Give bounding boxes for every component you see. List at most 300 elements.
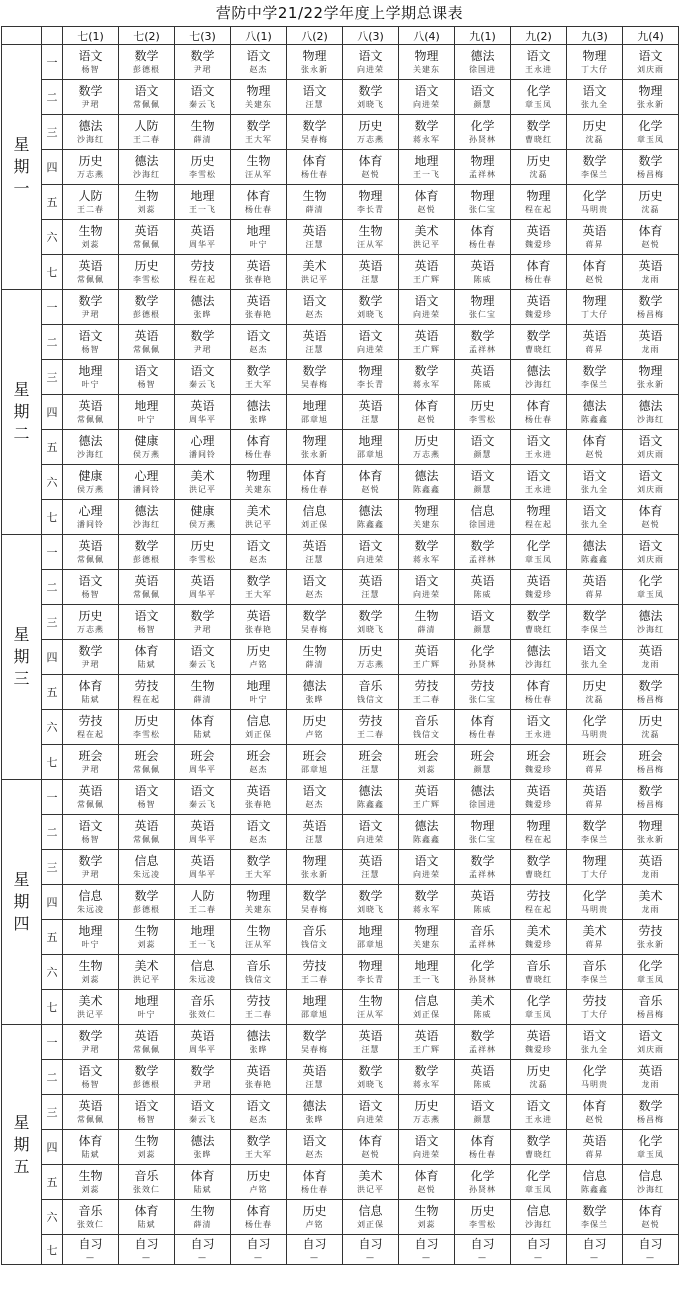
teacher-name: — — [198, 1252, 207, 1262]
subject-name: 体育 — [134, 644, 159, 658]
class-header: 七(2) — [119, 27, 175, 45]
teacher-name: 向进荣 — [357, 835, 384, 844]
class-cell — [231, 990, 287, 1025]
corner-cell — [2, 27, 42, 45]
subject-name: 英语 — [78, 784, 103, 798]
teacher-name: 丁大仔 — [581, 65, 608, 74]
class-cell — [119, 815, 175, 850]
period-number: 一 — [42, 45, 63, 80]
period-row — [2, 360, 679, 395]
teacher-name: 关建东 — [413, 520, 440, 529]
day-label-char: 星 — [13, 1112, 30, 1132]
subject-name: 班会 — [414, 749, 439, 763]
teacher-name: 王广辉 — [413, 275, 440, 284]
period-number: 五 — [42, 920, 63, 955]
class-cell — [343, 1095, 399, 1130]
period-number: 四 — [42, 1130, 63, 1165]
teacher-name: 卢铭 — [249, 660, 268, 669]
subject-name: 班会 — [638, 749, 663, 763]
teacher-name: 彭德根 — [133, 65, 160, 74]
teacher-name: 关建东 — [245, 485, 272, 494]
class-cell — [231, 80, 287, 115]
teacher-name: 赵悦 — [417, 1185, 436, 1194]
subject-name: 美术 — [78, 994, 103, 1008]
class-cell — [63, 255, 119, 290]
class-cell — [175, 290, 231, 325]
teacher-name: 尹珺 — [81, 310, 100, 319]
class-cell — [119, 80, 175, 115]
teacher-name: 尹珺 — [193, 65, 212, 74]
teacher-name: 陈威 — [473, 905, 492, 914]
subject-name: 信息 — [246, 714, 271, 728]
teacher-name: — — [254, 1252, 263, 1262]
teacher-name: 颜慧 — [473, 625, 492, 634]
subject-name: 信息 — [358, 1204, 383, 1218]
subject-name: 化学 — [526, 84, 551, 98]
subject-name: 历史 — [526, 154, 551, 168]
teacher-name: 万志燕 — [357, 135, 384, 144]
subject-name: 体育 — [246, 189, 271, 203]
teacher-name: 马明贵 — [581, 1080, 608, 1089]
subject-name: 数学 — [414, 1064, 439, 1078]
period-number: 二 — [42, 815, 63, 850]
class-cell — [567, 920, 623, 955]
subject-name: 自习 — [358, 1236, 383, 1251]
class-cell — [399, 885, 455, 920]
teacher-name: 王大军 — [245, 870, 272, 879]
class-cell — [567, 1165, 623, 1200]
class-cell — [175, 920, 231, 955]
teacher-name: 向进荣 — [413, 590, 440, 599]
teacher-name: 沈磊 — [585, 135, 604, 144]
teacher-name: 颜慧 — [473, 1115, 492, 1124]
teacher-name: 王一飞 — [413, 170, 440, 179]
subject-name: 物理 — [470, 819, 495, 833]
subject-name: 物理 — [246, 469, 271, 483]
subject-name: 班会 — [358, 749, 383, 763]
teacher-name: 杨智 — [81, 345, 100, 354]
subject-name: 德法 — [638, 399, 663, 413]
teacher-name: 万志燕 — [357, 660, 384, 669]
teacher-name: 陆斌 — [137, 660, 156, 669]
teacher-name: 孟祥林 — [469, 555, 496, 564]
subject-name: 化学 — [526, 1169, 551, 1183]
class-cell — [567, 710, 623, 745]
subject-name: 美术 — [134, 959, 159, 973]
teacher-name: 朱远凌 — [133, 870, 160, 879]
teacher-name: 章玉凤 — [637, 975, 664, 984]
subject-name: 化学 — [582, 189, 607, 203]
subject-name: 劳技 — [134, 679, 159, 693]
class-cell — [343, 1130, 399, 1165]
class-cell — [287, 325, 343, 360]
teacher-name: 刘正保 — [413, 1010, 440, 1019]
teacher-name: 沙海红 — [133, 170, 160, 179]
class-cell — [231, 290, 287, 325]
subject-name: 物理 — [358, 189, 383, 203]
class-cell — [287, 1235, 343, 1265]
subject-name: 信息 — [302, 504, 327, 518]
subject-name: 数学 — [190, 329, 215, 343]
period-row — [2, 745, 679, 780]
class-cell — [567, 430, 623, 465]
subject-name: 劳技 — [638, 924, 663, 938]
subject-name: 语文 — [190, 784, 215, 798]
subject-name: 语文 — [358, 819, 383, 833]
teacher-name: 关建东 — [413, 940, 440, 949]
class-cell — [511, 150, 567, 185]
teacher-name: 卢铭 — [305, 1220, 324, 1229]
subject-name: 数学 — [638, 154, 663, 168]
subject-name: 音乐 — [470, 924, 495, 938]
teacher-name: 王二春 — [245, 1010, 272, 1019]
teacher-name: 王永进 — [525, 485, 552, 494]
teacher-name: 王永进 — [525, 65, 552, 74]
subject-name: 美术 — [526, 924, 551, 938]
period-number: 五 — [42, 675, 63, 710]
subject-name: 数学 — [302, 119, 327, 133]
class-cell — [63, 1235, 119, 1265]
class-cell — [119, 535, 175, 570]
class-cell — [511, 395, 567, 430]
class-cell — [343, 955, 399, 990]
subject-name: 化学 — [470, 644, 495, 658]
class-cell — [175, 325, 231, 360]
subject-name: 物理 — [302, 434, 327, 448]
teacher-name: 赵杰 — [249, 345, 268, 354]
class-cell — [231, 1060, 287, 1095]
class-cell — [343, 815, 399, 850]
teacher-name: 王广辉 — [413, 800, 440, 809]
class-cell — [567, 815, 623, 850]
teacher-name: 杨智 — [81, 835, 100, 844]
teacher-name: 常佩佩 — [133, 765, 160, 774]
subject-name: 化学 — [470, 1169, 495, 1183]
teacher-name: 钱信文 — [301, 940, 328, 949]
teacher-name: 颜慧 — [473, 765, 492, 774]
subject-name: 数学 — [358, 1064, 383, 1078]
teacher-name: 薛清 — [193, 1220, 212, 1229]
teacher-name: 魏爱珍 — [525, 800, 552, 809]
teacher-name: 赵杰 — [305, 590, 324, 599]
class-cell — [63, 885, 119, 920]
class-cell — [567, 990, 623, 1025]
class-cell — [399, 640, 455, 675]
teacher-name: 常佩佩 — [133, 240, 160, 249]
class-cell — [175, 850, 231, 885]
subject-name: 英语 — [414, 1029, 439, 1043]
subject-name: 历史 — [582, 119, 607, 133]
class-cell — [567, 80, 623, 115]
period-row — [2, 1095, 679, 1130]
subject-name: 语文 — [134, 84, 159, 98]
class-cell — [511, 465, 567, 500]
subject-name: 美术 — [414, 224, 439, 238]
class-cell — [119, 850, 175, 885]
subject-name: 语文 — [526, 1099, 551, 1113]
teacher-name: 程在起 — [525, 905, 552, 914]
class-cell — [231, 955, 287, 990]
class-cell — [119, 395, 175, 430]
class-cell — [399, 1165, 455, 1200]
teacher-name: 侯万燕 — [133, 450, 160, 459]
subject-name: 数学 — [134, 1064, 159, 1078]
class-cell — [175, 1060, 231, 1095]
class-header: 八(1) — [231, 27, 287, 45]
class-cell — [119, 1165, 175, 1200]
class-cell — [175, 45, 231, 80]
teacher-name: 侯万燕 — [189, 520, 216, 529]
subject-name: 物理 — [638, 84, 663, 98]
teacher-name: 张仁宝 — [469, 205, 496, 214]
class-header: 七(3) — [175, 27, 231, 45]
period-row — [2, 815, 679, 850]
teacher-name: 程在起 — [525, 205, 552, 214]
subject-name: 英语 — [246, 1064, 271, 1078]
subject-name: 物理 — [582, 49, 607, 63]
teacher-name: 王二春 — [77, 205, 104, 214]
subject-name: 体育 — [526, 259, 551, 273]
period-number: 二 — [42, 325, 63, 360]
teacher-name: 张晔 — [193, 310, 212, 319]
teacher-name: 杨昌梅 — [637, 1010, 664, 1019]
class-cell — [455, 815, 511, 850]
class-cell — [119, 465, 175, 500]
class-cell — [399, 465, 455, 500]
period-row — [2, 780, 679, 815]
class-cell — [343, 220, 399, 255]
class-cell — [623, 80, 679, 115]
teacher-name: 徐国进 — [469, 520, 496, 529]
subject-name: 英语 — [638, 1064, 663, 1078]
period-number: 三 — [42, 850, 63, 885]
class-cell — [343, 325, 399, 360]
teacher-name: 汪慧 — [361, 415, 380, 424]
teacher-name: 张晔 — [193, 1150, 212, 1159]
class-cell — [623, 570, 679, 605]
class-cell — [63, 1165, 119, 1200]
class-cell — [287, 395, 343, 430]
teacher-name: 钱信文 — [245, 975, 272, 984]
subject-name: 劳技 — [246, 994, 271, 1008]
class-cell — [119, 1130, 175, 1165]
subject-name: 英语 — [302, 1064, 327, 1078]
subject-name: 生物 — [414, 609, 439, 623]
subject-name: 体育 — [78, 679, 103, 693]
class-cell — [231, 255, 287, 290]
teacher-name: 王广辉 — [413, 1045, 440, 1054]
teacher-name: 章玉凤 — [525, 100, 552, 109]
teacher-name: 李长青 — [357, 380, 384, 389]
period-row — [2, 1060, 679, 1095]
period-number: 五 — [42, 430, 63, 465]
subject-name: 化学 — [638, 574, 663, 588]
teacher-name: 杨智 — [137, 625, 156, 634]
subject-name: 英语 — [414, 329, 439, 343]
subject-name: 语文 — [246, 819, 271, 833]
teacher-name: 李保兰 — [581, 170, 608, 179]
day-label-char: 期 — [13, 1134, 30, 1154]
day-label — [2, 535, 42, 780]
class-cell — [623, 1200, 679, 1235]
class-cell — [287, 780, 343, 815]
subject-name: 信息 — [134, 854, 159, 868]
class-cell — [399, 430, 455, 465]
subject-name: 生物 — [190, 679, 215, 693]
subject-name: 数学 — [526, 1134, 551, 1148]
class-cell — [455, 745, 511, 780]
teacher-name: 常佩佩 — [133, 345, 160, 354]
class-cell — [343, 395, 399, 430]
class-cell — [231, 150, 287, 185]
teacher-name: 关建东 — [245, 905, 272, 914]
subject-name: 体育 — [302, 1169, 327, 1183]
subject-name: 体育 — [246, 434, 271, 448]
day-label-char: 星 — [13, 625, 30, 644]
teacher-name: 尹珺 — [81, 100, 100, 109]
teacher-name: 刘庆雨 — [637, 450, 664, 459]
class-cell — [455, 360, 511, 395]
period-number: 二 — [42, 570, 63, 605]
subject-name: 历史 — [190, 154, 215, 168]
class-cell — [567, 255, 623, 290]
subject-name: 劳技 — [358, 714, 383, 728]
subject-name: 化学 — [638, 959, 663, 973]
class-cell — [63, 465, 119, 500]
subject-name: 物理 — [526, 819, 551, 833]
class-cell — [175, 1165, 231, 1200]
subject-name: 历史 — [638, 189, 663, 203]
teacher-name: 王永进 — [525, 450, 552, 459]
class-cell — [231, 500, 287, 535]
class-cell — [119, 920, 175, 955]
class-cell — [287, 570, 343, 605]
class-cell — [567, 1235, 623, 1265]
teacher-name: 薛清 — [417, 625, 436, 634]
subject-name: 物理 — [246, 84, 271, 98]
period-row — [2, 255, 679, 290]
class-cell — [287, 150, 343, 185]
day-label — [2, 1025, 42, 1265]
subject-name: 数学 — [638, 784, 663, 798]
teacher-name: 张春艳 — [245, 310, 272, 319]
subject-name: 语文 — [638, 1029, 663, 1043]
teacher-name: 龙雨 — [641, 275, 660, 284]
teacher-name: 潘间铃 — [189, 450, 216, 459]
subject-name: 英语 — [638, 259, 663, 273]
teacher-name: 张效仁 — [77, 1220, 104, 1229]
subject-name: 数学 — [470, 539, 495, 553]
period-row — [2, 1025, 679, 1060]
subject-name: 数学 — [246, 574, 271, 588]
subject-name: 美术 — [190, 469, 215, 483]
subject-name: 体育 — [526, 679, 551, 693]
subject-name: 历史 — [134, 259, 159, 273]
teacher-name: 常佩佩 — [133, 100, 160, 109]
teacher-name: 刘晓飞 — [357, 100, 384, 109]
teacher-name: 程在起 — [189, 275, 216, 284]
class-cell — [287, 815, 343, 850]
teacher-name: 沙海红 — [525, 660, 552, 669]
subject-name: 自习 — [582, 1236, 607, 1251]
subject-name: 班会 — [582, 749, 607, 763]
teacher-name: 陈鑫鑫 — [357, 800, 384, 809]
teacher-name: 蒋昇 — [585, 240, 604, 249]
class-cell — [231, 535, 287, 570]
teacher-name: 杨昌梅 — [637, 800, 664, 809]
teacher-name: 陈鑫鑫 — [581, 415, 608, 424]
class-cell — [175, 990, 231, 1025]
schedule-body — [2, 45, 679, 1265]
subject-name: 数学 — [134, 539, 159, 553]
teacher-name: 张仁宝 — [469, 310, 496, 319]
subject-name: 英语 — [526, 224, 551, 238]
period-row — [2, 395, 679, 430]
subject-name: 自习 — [638, 1236, 663, 1251]
class-cell — [63, 710, 119, 745]
teacher-name: 刘晓飞 — [357, 310, 384, 319]
class-cell — [175, 1130, 231, 1165]
subject-name: 历史 — [470, 1204, 495, 1218]
teacher-name: — — [142, 1252, 151, 1262]
subject-name: 地理 — [414, 154, 439, 168]
class-cell — [511, 1165, 567, 1200]
teacher-name: 汪慧 — [361, 765, 380, 774]
subject-name: 地理 — [246, 679, 271, 693]
teacher-name: 秦云飞 — [189, 660, 216, 669]
subject-name: 地理 — [302, 994, 327, 1008]
class-cell — [63, 920, 119, 955]
subject-name: 英语 — [358, 1029, 383, 1043]
teacher-name: — — [534, 1252, 543, 1262]
subject-name: 语文 — [358, 539, 383, 553]
class-cell — [287, 360, 343, 395]
class-cell — [511, 1095, 567, 1130]
subject-name: 物理 — [638, 364, 663, 378]
teacher-name: 洪记平 — [357, 1185, 384, 1194]
class-cell — [287, 535, 343, 570]
class-cell — [399, 360, 455, 395]
teacher-name: 陈鑫鑫 — [581, 555, 608, 564]
class-cell — [511, 535, 567, 570]
subject-name: 班会 — [526, 749, 551, 763]
class-header: 九(4) — [623, 27, 679, 45]
class-cell — [175, 1200, 231, 1235]
teacher-name: 薛清 — [193, 695, 212, 704]
class-cell — [231, 360, 287, 395]
teacher-name: 龙雨 — [641, 1080, 660, 1089]
subject-name: 德法 — [582, 539, 607, 553]
class-cell — [623, 360, 679, 395]
teacher-name: 赵悦 — [361, 170, 380, 179]
teacher-name: 刘蕊 — [137, 1150, 156, 1159]
class-cell — [287, 500, 343, 535]
teacher-name: 程在起 — [133, 695, 160, 704]
subject-name: 数学 — [246, 854, 271, 868]
class-cell — [567, 465, 623, 500]
teacher-name: 常佩佩 — [133, 835, 160, 844]
subject-name: 生物 — [358, 224, 383, 238]
subject-name: 物理 — [470, 189, 495, 203]
subject-name: 数学 — [302, 889, 327, 903]
teacher-name: 李雪松 — [133, 730, 160, 739]
class-cell — [623, 1165, 679, 1200]
teacher-name: — — [366, 1252, 375, 1262]
subject-name: 生物 — [134, 189, 159, 203]
subject-name: 劳技 — [526, 889, 551, 903]
subject-name: 化学 — [638, 1134, 663, 1148]
subject-name: 数学 — [358, 84, 383, 98]
